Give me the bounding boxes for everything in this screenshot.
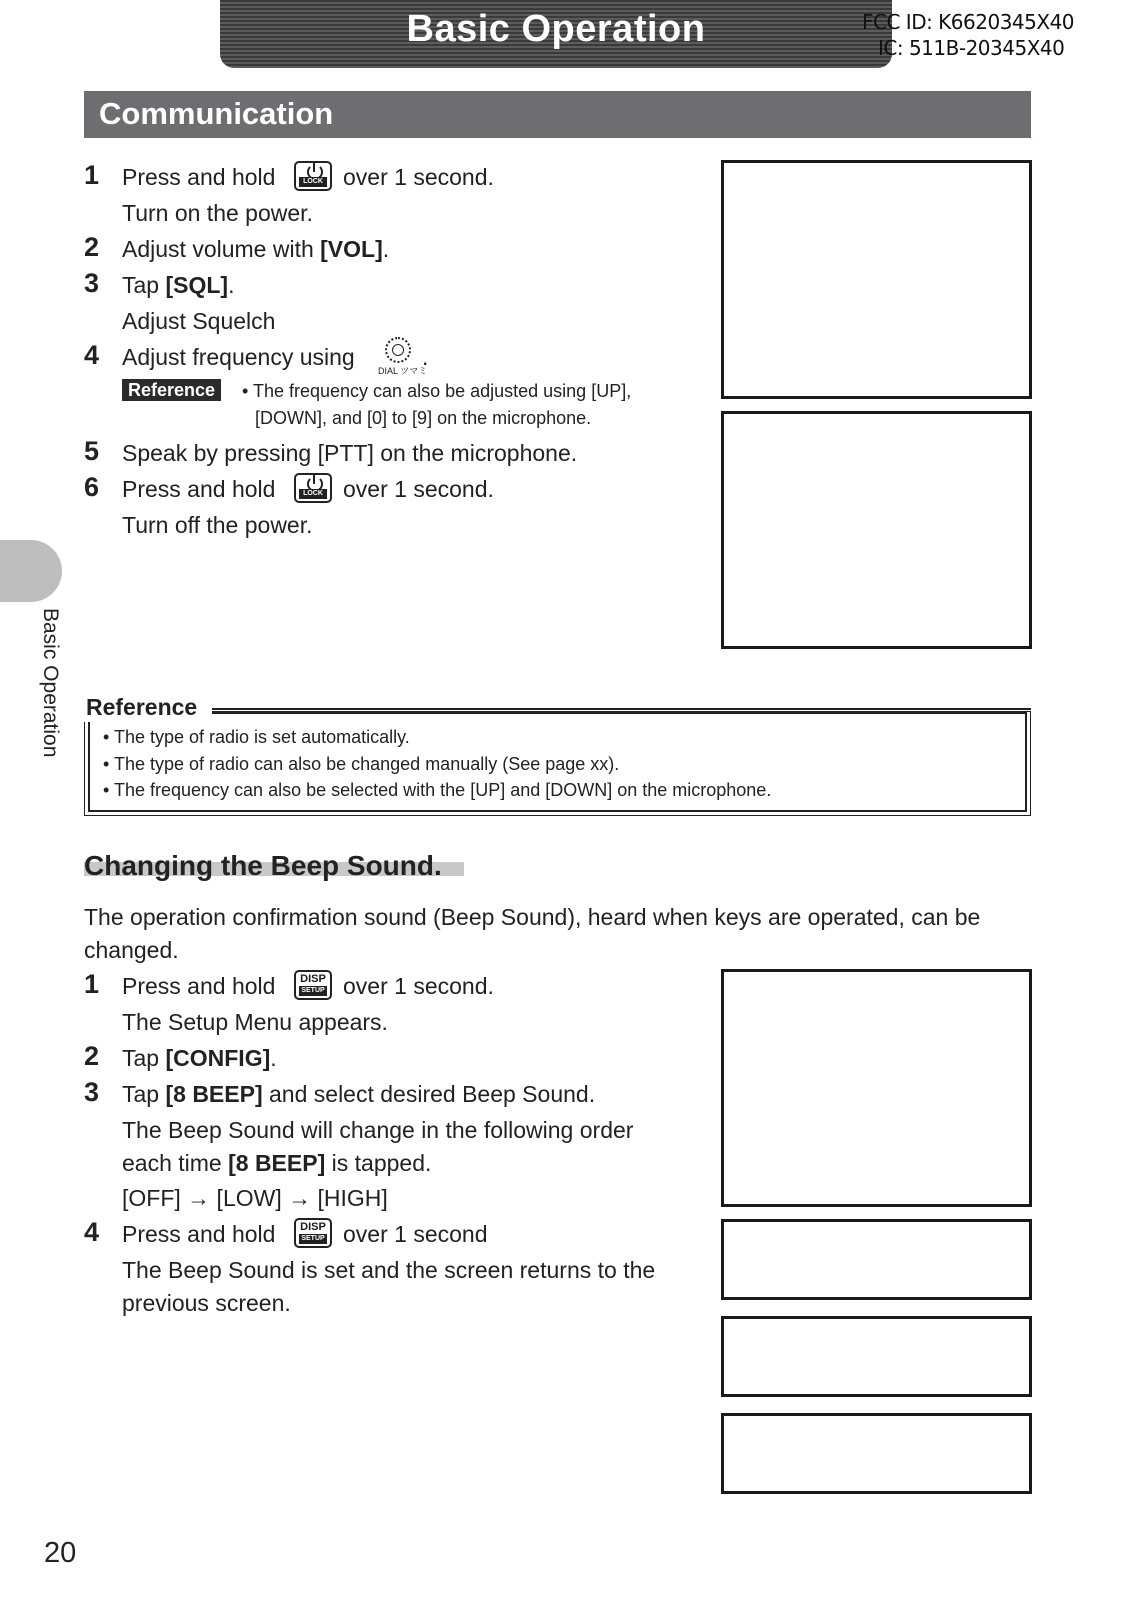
screen-image-placeholder — [721, 1219, 1032, 1300]
step-subtext: The Setup Menu appears. — [122, 1009, 388, 1035]
screen-image-placeholder — [721, 1316, 1032, 1397]
screen-image-placeholder — [721, 160, 1032, 399]
step-subtext: Adjust Squelch — [122, 308, 276, 334]
page-number: 20 — [44, 1537, 77, 1569]
section-title-beep: Changing the Beep Sound. — [84, 850, 442, 881]
dial-label: DIAL ツマミ — [378, 366, 428, 376]
step-text: over 1 second — [343, 1221, 488, 1247]
step-text: Tap [CONFIG]. — [122, 1045, 277, 1071]
step-number: 5 — [84, 436, 100, 466]
step-text: Press and hold — [122, 476, 276, 502]
step-text: over 1 second. — [343, 973, 494, 999]
disp-setup-key-icon: DISP SETUP — [294, 970, 332, 1000]
step-number: 1 — [84, 160, 100, 190]
step-text: Adjust volume with [VOL]. — [122, 236, 390, 262]
step-subtext: previous screen. — [122, 1290, 291, 1316]
beep-order: [OFF] → [LOW] → [HIGH] — [122, 1185, 388, 1211]
step-text: Press and hold — [122, 1221, 276, 1247]
ic-id: IC: 511B-20345X40 — [878, 36, 1065, 60]
step-number: 4 — [84, 1217, 100, 1247]
reference-tag: Reference — [122, 380, 221, 401]
step-number: 3 — [84, 1077, 100, 1107]
screen-image-placeholder — [721, 411, 1032, 649]
intro-paragraph: The operation confirmation sound (Beep Sound), heard when keys are operated, can be — [84, 904, 981, 930]
reference-title: Reference — [86, 694, 198, 720]
step-subtext: The Beep Sound is set and the screen returns to the — [122, 1257, 656, 1283]
step-number: 2 — [84, 1041, 100, 1071]
step-subtext: The Beep Sound will change in the following order — [122, 1117, 634, 1143]
step-subtext: Turn off the power. — [122, 512, 313, 538]
step-text: Tap [8 BEEP] and select desired Beep Sound. — [122, 1081, 596, 1107]
disp-setup-key-icon: DISP SETUP — [294, 1218, 332, 1248]
step-text: . — [422, 344, 429, 370]
reference-bullet: • The type of radio is set automatically. — [103, 727, 410, 747]
step-subtext: each time [8 BEEP] is tapped. — [122, 1150, 432, 1176]
step-text: Press and hold — [122, 973, 276, 999]
step-text: over 1 second. — [343, 476, 494, 502]
step-subtext: Turn on the power. — [122, 200, 313, 226]
reference-note: [DOWN], and [0] to [9] on the microphone. — [255, 408, 592, 428]
step-text: Speak by pressing [PTT] on the microphone. — [122, 440, 578, 466]
reference-title-rule — [212, 709, 1031, 712]
step-text: Press and hold — [122, 164, 276, 190]
step-number: 3 — [84, 268, 100, 298]
fcc-id: FCC ID: K6620345X40 — [862, 10, 1075, 34]
step-text: Adjust frequency using — [122, 344, 355, 370]
side-tab-label: Basic Operation — [39, 608, 62, 758]
lock-key-icon: LOCK — [294, 161, 332, 191]
step-text: over 1 second. — [343, 164, 494, 190]
reference-note: • The frequency can also be adjusted using [UP], — [242, 381, 632, 401]
dial-knob-icon — [385, 337, 411, 363]
reference-bullet: • The frequency can also be selected with the [UP] and [DOWN] on the microphone. — [103, 780, 772, 800]
section-title-communication: Communication — [99, 96, 334, 131]
step-text: Tap [SQL]. — [122, 272, 235, 298]
reference-bullet: • The type of radio can also be changed manually (See page xx). — [103, 754, 620, 774]
lock-key-icon: LOCK — [294, 473, 332, 503]
intro-paragraph: changed. — [84, 937, 179, 963]
side-tab — [0, 540, 62, 602]
screen-image-placeholder — [721, 1413, 1032, 1494]
page-title: Basic Operation — [406, 8, 706, 50]
step-number: 6 — [84, 472, 100, 502]
step-number: 4 — [84, 340, 100, 370]
step-number: 1 — [84, 969, 100, 999]
screen-image-placeholder — [721, 969, 1032, 1207]
step-number: 2 — [84, 232, 100, 262]
